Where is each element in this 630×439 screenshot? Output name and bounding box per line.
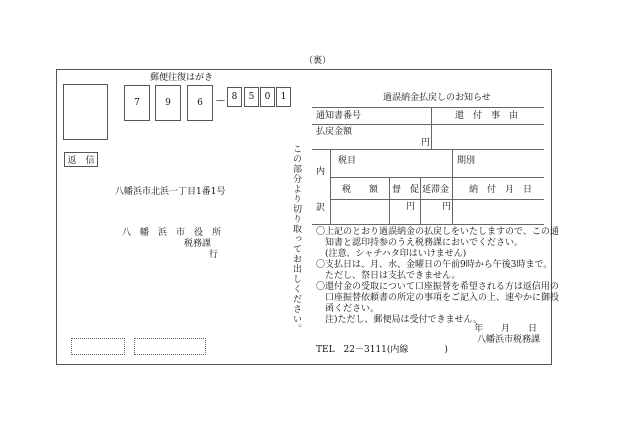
address-text: 八幡浜市北浜一丁目1番1号 xyxy=(115,187,226,197)
late-fee-label: 延滞金 xyxy=(422,185,450,195)
refund-reason-label: 還 付 事 由 xyxy=(455,111,519,121)
notice-line-7: 口座振替依頼書の所定の事項をご記入の上、速やかに御投 xyxy=(316,293,560,303)
table-line xyxy=(330,199,544,200)
notice-line-2: 知書と認印持参のうえ税務課においでください。 xyxy=(316,238,524,248)
zip-digit-1: 7 xyxy=(124,85,150,121)
cut-instruction: この部分より切り取ってお出しください。 xyxy=(291,144,301,334)
barcode-box-1 xyxy=(71,338,125,355)
breakdown-label-1: 内 xyxy=(316,167,326,177)
zip-dash: — xyxy=(216,96,225,106)
notice-line-5: ただし、祭日は支払できません。 xyxy=(316,271,461,281)
late-fee-yen: 円 xyxy=(442,202,452,212)
notice-line-4: 〇支払日は、月、水、金曜日の午前9時から午後3時まで。 xyxy=(316,260,553,270)
table-line xyxy=(312,149,544,150)
zip-digit-5: 5 xyxy=(244,87,259,107)
table-line xyxy=(312,124,544,125)
return-label-box: 返 信 xyxy=(64,152,98,167)
zip-digit-6: 0 xyxy=(260,87,275,107)
penalty-label: 督 促 xyxy=(392,185,420,195)
refund-amount-label: 払戻金額 xyxy=(316,127,353,137)
zip-digit-7: 1 xyxy=(276,87,291,107)
notice-line-9: 注)ただし、郵便局は受付できません。 xyxy=(316,315,483,325)
notice-line-6: 〇還付金の受取について口座振替を希望される方は返信用の xyxy=(316,282,559,292)
payment-date-label: 納 付 月 日 xyxy=(469,185,533,195)
refund-amount-yen: 円 xyxy=(421,138,431,148)
table-line xyxy=(420,177,421,224)
breakdown-label-2: 訳 xyxy=(316,203,326,213)
zip-digit-2: 9 xyxy=(155,85,181,121)
back-side-label: （裏） xyxy=(304,56,332,66)
tax-amount-label: 税 額 xyxy=(342,185,379,195)
telephone: TEL 22－3111(内線 ) xyxy=(316,345,448,355)
issuer-name: 八幡浜市税務課 xyxy=(477,335,541,345)
notice-line-8: 函ください。 xyxy=(316,304,380,314)
tax-item-label: 税目 xyxy=(338,156,357,166)
zip-digit-4: 8 xyxy=(227,87,242,107)
stamp-box xyxy=(63,84,108,140)
table-line xyxy=(389,177,390,224)
notice-line-1: 〇上記のとおり過誤納金の払戻しをいたしますので、この通 xyxy=(316,227,559,237)
tax-amount-yen: 円 xyxy=(406,202,416,212)
notice-line-3: (注意、シャチハタ印はいけません) xyxy=(316,249,467,259)
recipient-dept: 税務課 xyxy=(184,239,212,249)
notice-title: 過誤納金払戻しのお知らせ xyxy=(383,93,491,103)
table-line xyxy=(312,107,544,108)
table-line xyxy=(452,149,453,224)
table-line xyxy=(431,107,432,149)
table-line xyxy=(312,224,544,225)
recipient-suffix: 行 xyxy=(209,250,219,260)
issue-date: 年 月 日 xyxy=(474,324,538,334)
notice-number-label: 通知書番号 xyxy=(316,111,362,121)
period-label: 期別 xyxy=(457,156,476,166)
table-line xyxy=(330,177,544,178)
barcode-box-2 xyxy=(134,338,206,355)
stamp-label: 郵便往復はがき xyxy=(150,73,214,83)
zip-digit-3: 6 xyxy=(187,85,213,121)
recipient-org: 八 幡 浜 市 役 所 xyxy=(122,228,222,238)
table-line xyxy=(330,149,331,224)
